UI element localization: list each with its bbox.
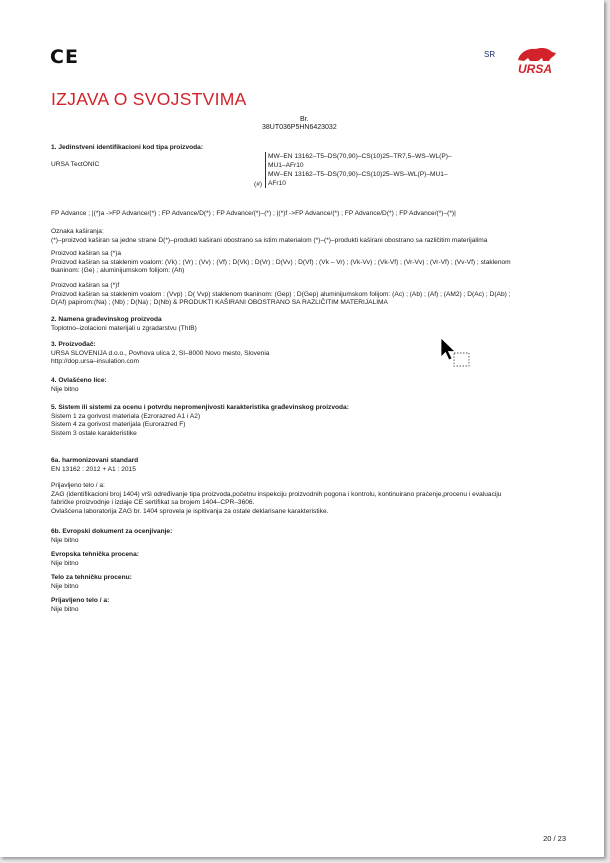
section-2-text: Toplotno–izolacioni materijali u zgradarstvu (ThIB) <box>51 324 197 332</box>
notified-body-line: ZAG (identifikacioni broj 1404) vrši određivanje tipa proizvoda,početnu inspekciju proizvodnih pogona i kontrolu, kontinuirano praćenje,procenu i evaluaciju <box>51 490 502 498</box>
ce-mark: CE <box>50 46 79 68</box>
section-2-heading: 2. Namena građevinskog proizvoda <box>51 316 162 323</box>
product-name: URSA TectONIC <box>51 161 100 168</box>
section-6a <box>51 457 561 474</box>
kasiran-f-block <box>51 282 561 308</box>
ursa-logo <box>512 42 558 78</box>
code-mark: (#) <box>254 181 263 188</box>
section-6b-text: Nije bitno <box>51 536 79 544</box>
section-prij-text: Nije bitno <box>51 605 79 613</box>
section-3 <box>51 341 561 367</box>
oznaka-block <box>51 228 561 245</box>
br-number: 38UT036P5HN6423032 <box>262 124 337 131</box>
code-line: MW–EN 13162–T5–DS(70,90)–CS(10)25–TR7,5–WS–WL(P)– <box>268 153 452 160</box>
oznaka-text: (*)–proizvod kaširan sa jedne strane D(*)–produkti kaširani obostrano sa istim materialom (*)–(*)–produkti kaširani obostrano sa različitim materijalima <box>51 236 488 244</box>
section-3-heading: 3. Proizvođač: <box>51 341 96 348</box>
kasiran-f-line: D(Af) papirom:(Na) ; (Nb) ; D(Na) ; D(Nb) & PRODUKTI KAŠIRANI OBOSTRANO SA RAZLIČITIM MATERIJALIMA <box>51 299 388 307</box>
notified-body-line: fabričke proizvodnje i izdaje CE sertifikat sa brojem 1404–CPR–3606. <box>51 499 255 507</box>
code-line: AFr10 <box>268 180 286 187</box>
fp-line: FP Advance ; |(*)a ->FP Advance/(*) ; FP Advance/D(*) ; FP Advance/(*)–(*) ; |(*)f ->FP Advance/(*) ; FP Advance/D(*) ; FP Advance/(*)–(*)| <box>51 210 456 217</box>
system-line: Sistem 4 za gorivost materijala (Eurorazred F) <box>51 421 186 429</box>
kasiran-f-label: Proizvod kaširan sa (*)f <box>51 282 120 289</box>
harmonized-standard: EN 13162 : 2012 + A1 : 2015 <box>51 465 136 473</box>
manufacturer-url: http://dop.ursa–insulation.com <box>51 358 139 366</box>
oznaka-label: Oznaka kaširanja: <box>51 228 104 235</box>
system-line: Sistem 1 za gorivost materiala (Ezrorazred A1 i A2) <box>51 412 201 420</box>
section-2 <box>51 316 561 333</box>
document-title: IZJAVA O SVOJSTVIMA <box>51 89 247 109</box>
code-line: MU1–AFr10 <box>268 162 304 169</box>
code-line: MW–EN 13162–T5–DS(70,90)–CS(10)25–WS–WL(P)–MU1– <box>268 171 448 178</box>
section-eta-heading: Evropska tehnička procena: <box>51 551 139 558</box>
kasiran-a-line: Proizvod kaširan sa staklenim voalom: (Vk) ; (Vr) ; (Vv) ; (Vf) ; D(Vk) ; D(Vr) ; D(Vv) ; D(Vf) ; (Vk – Vr) ; (Vk-Vv) ; (Vk-Vf) ; (Vr-Vv) ; (Vr-Vf) ; (Vv-Vf) ; staklenom <box>51 258 511 266</box>
section-6a-heading: 6a. harmonizovani standard <box>51 457 139 464</box>
bear-icon <box>518 48 556 61</box>
language-code: SR <box>484 50 496 59</box>
section-telo-heading: Telo za tehničku procenu: <box>51 574 132 581</box>
kasiran-a-block <box>51 250 561 276</box>
notified-body-label: Prijavljeno telo / a: <box>51 482 105 489</box>
section-eta-text: Nije bitno <box>51 559 79 567</box>
code-divider <box>265 152 266 188</box>
section-5-heading: 5. Sistem ili sistemi za ocenu i potvrdu nepromenjivosti karakteristika građevinskog proizvoda: <box>51 404 349 411</box>
kasiran-f-line: Proizvod kaširan sa staklenim voalom : (Vvp) ; D( Vvp) staklenom tkaninom: (Gep) ; D(Gep) aluminijumskom folijom: (Ac) ; (Ab) ; (Af) ; (AM2) ; D(Ac) ; D(Ab) ; <box>51 290 511 298</box>
section-6b <box>51 528 561 545</box>
page-number: 20 / 23 <box>543 834 566 843</box>
section-4-text: Nije bitno <box>51 385 79 393</box>
section-telo-text: Nije bitno <box>51 582 79 590</box>
kasiran-a-line: tkaninom: (Ge) ; aluminijumskom folijom: (Ah) <box>51 267 185 275</box>
section-6a-body <box>51 482 561 517</box>
section-telo <box>51 574 561 591</box>
kasiran-a-label: Proizvod kaširan sa (*)a <box>51 250 121 257</box>
product-codes <box>268 152 478 188</box>
section-eta <box>51 551 561 568</box>
br-label: Br. <box>300 116 309 123</box>
section-5 <box>51 404 561 439</box>
system-line: Sistem 3 ostale karakteristike <box>51 430 137 438</box>
manufacturer-address: URSA SLOVENIJA d.o.o., Povhova ulica 2, SI–8000 Novo mesto, Slovenia <box>51 349 270 357</box>
notified-body-line: Ovlašćena laboratorija ZAG br. 1404 sprovela je ispitivanja za ostale deklarisane karakteristike. <box>51 508 329 516</box>
section-4 <box>51 377 561 394</box>
section-prij <box>51 597 561 614</box>
logo-text: URSA <box>517 62 553 76</box>
mouse-cursor-icon <box>440 337 480 371</box>
section-prij-heading: Prijavljeno telo / a: <box>51 597 110 604</box>
section-1-heading: 1. Jedinstveni identifikacioni kod tipa proizvoda: <box>51 144 204 151</box>
section-4-heading: 4. Ovlašćeno lice: <box>51 377 107 384</box>
section-6b-heading: 6b. Evropski dokument za ocenjivanje: <box>51 528 173 535</box>
